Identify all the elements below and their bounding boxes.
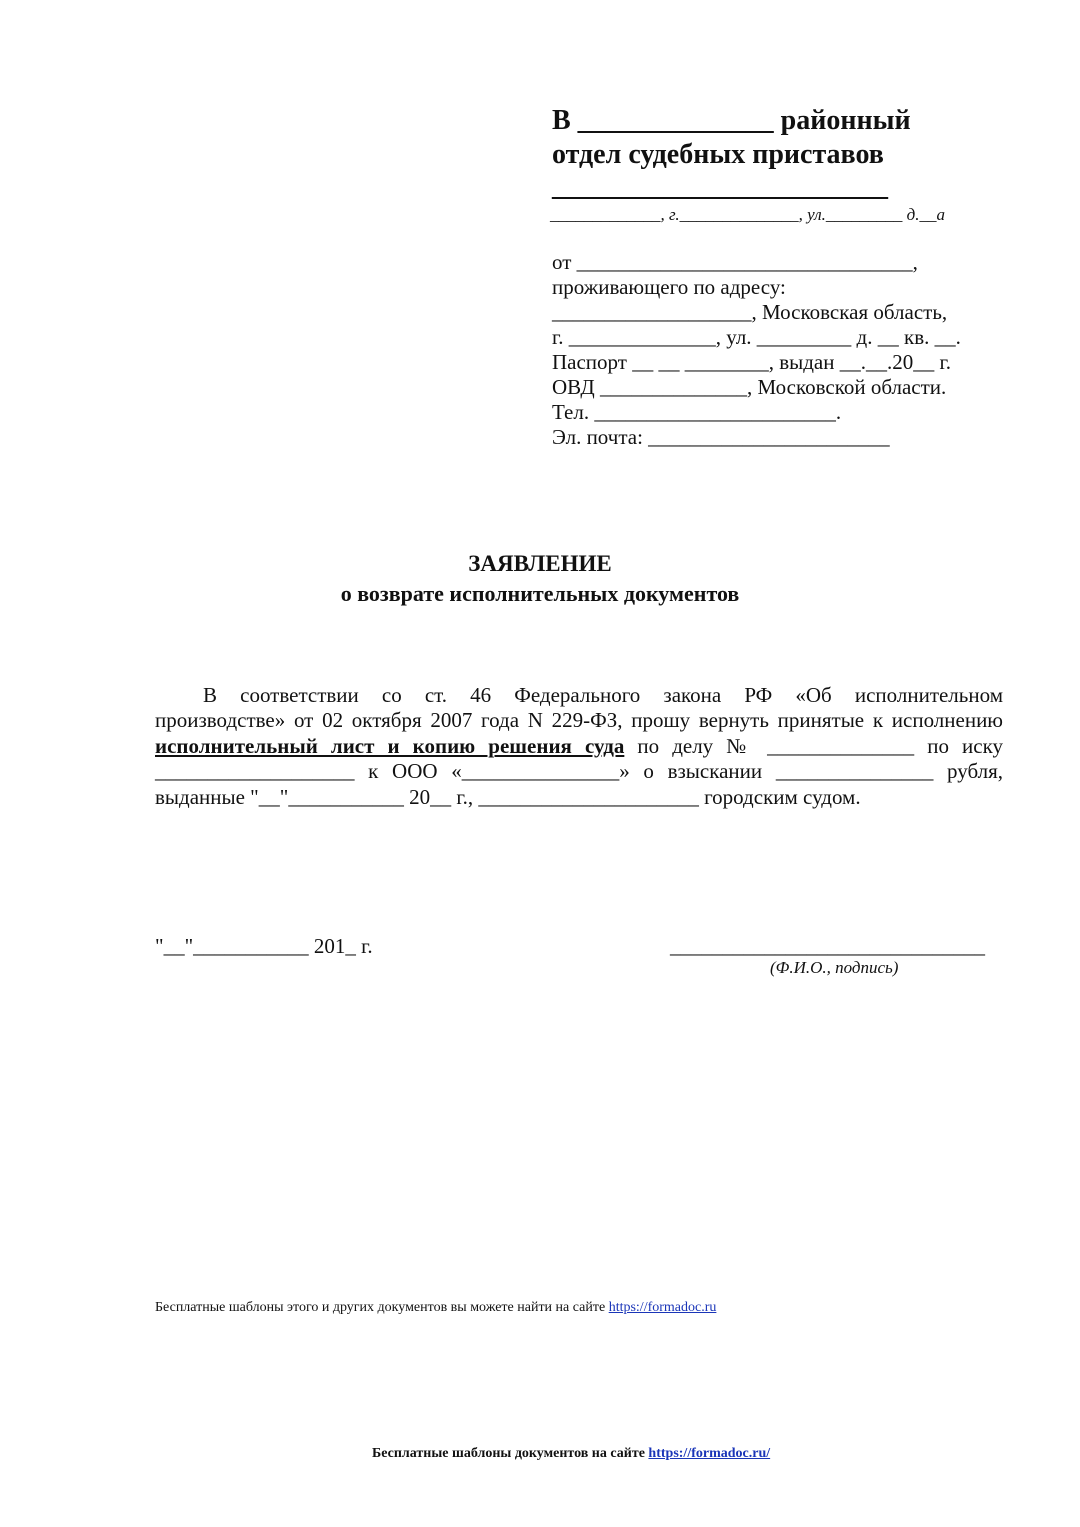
sender-ovd: ОВД ______________, Московской области.: [552, 375, 947, 399]
addressee-address-line: _____________, г.______________, ул._________ д.__а: [550, 205, 946, 224]
addressee-line-2: отдел судебных приставов: [552, 139, 884, 170]
body-line-4: ___________________ к ООО «_______________» о взыскании _______________ рубля,: [155, 759, 1003, 784]
executive-documents-emphasis: исполнительный лист и копию решения суда: [155, 733, 625, 758]
formadoc-link-2[interactable]: https://formadoc.ru/: [648, 1446, 771, 1461]
sender-passport: Паспорт __ __ ________, выдан __.__.20__ г.: [552, 350, 951, 374]
addressee-line-3: ________________________: [552, 171, 888, 202]
footer-note-2: [372, 1446, 770, 1462]
signature-caption: (Ф.И.О., подпись): [770, 958, 899, 977]
body-line-1: В соответствии со ст. 46 Федерального закона РФ «Об исполнительном: [203, 683, 1003, 707]
sender-email: Эл. почта: _______________________: [552, 425, 890, 449]
sender-region: ___________________, Московская область,: [552, 300, 948, 324]
formadoc-link-1[interactable]: https://formadoc.ru: [608, 1300, 717, 1315]
document-subtitle: о возврате исполнительных документов: [340, 581, 740, 606]
sender-phone: Тел. _______________________.: [552, 400, 842, 424]
body-line-2: производстве» от 02 октября 2007 года N 229-ФЗ, прошу вернуть принятые к исполнению: [155, 708, 1003, 733]
body-line-3: [155, 734, 1003, 759]
addressee-line-1: В ______________ районный: [552, 105, 911, 136]
sender-residing-label: проживающего по адресу:: [552, 275, 786, 299]
signature-date: "__"___________ 201_ г.: [155, 934, 373, 958]
body-paragraph: [155, 683, 1003, 810]
footer-note-1: [155, 1300, 716, 1316]
body-line-3-rest: по делу № ______________ по иску: [624, 733, 1004, 758]
signature-line: ______________________________: [670, 934, 985, 958]
footer-note-1-text: Бесплатные шаблоны этого и других документов вы можете найти на сайте: [155, 1300, 609, 1315]
body-line-5: выданные "__"___________ 20__ г., _____________________ городским судом.: [155, 784, 861, 809]
sender-city: г. ______________, ул. _________ д. __ кв. __.: [552, 325, 961, 349]
sender-from: от ________________________________,: [552, 250, 918, 274]
footer-note-2-text: Бесплатные шаблоны документов на сайте: [372, 1446, 649, 1461]
document-title: ЗАЯВЛЕНИЕ: [468, 551, 612, 576]
